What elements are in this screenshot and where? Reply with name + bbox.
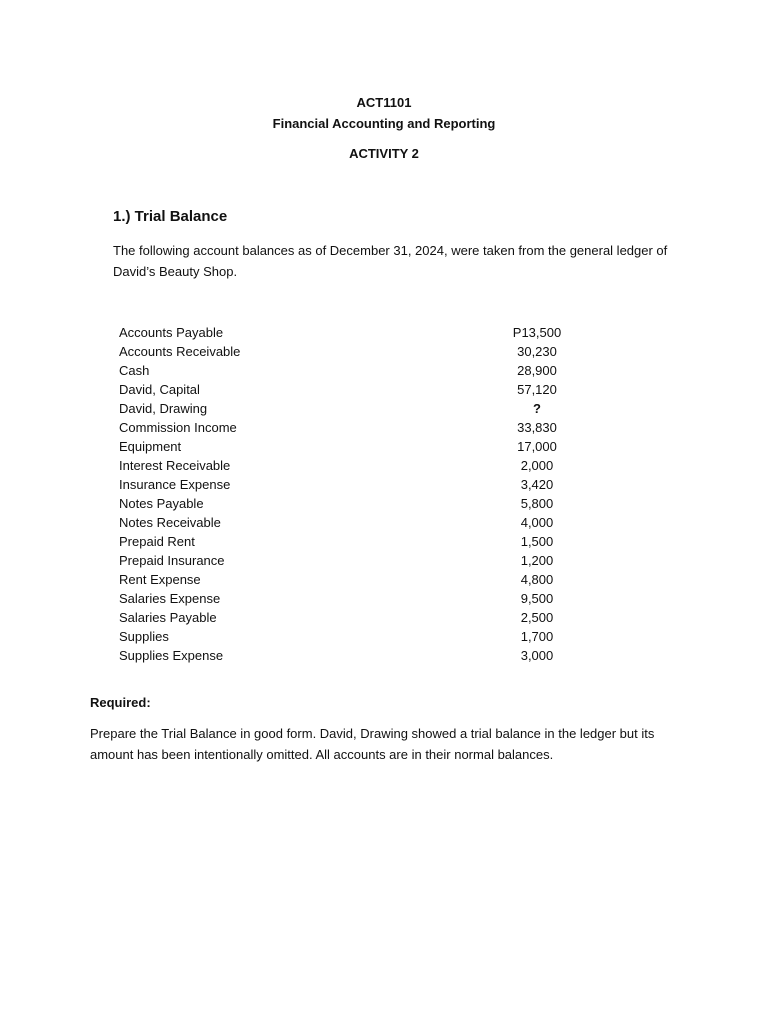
account-balances-list xyxy=(119,323,579,665)
account-name: Accounts Receivable xyxy=(119,344,241,359)
account-name: Supplies xyxy=(119,629,169,644)
account-row xyxy=(119,589,579,608)
account-row xyxy=(119,494,579,513)
intro-paragraph: The following account balances as of December 31, 2024, were taken from the general ledger of David’s Beauty Shop. xyxy=(113,243,668,279)
account-name: Notes Payable xyxy=(119,496,204,511)
activity-title: ACTIVITY 2 xyxy=(349,146,419,161)
account-row xyxy=(119,361,579,380)
account-amount: 28,900 xyxy=(517,363,557,378)
account-name: Cash xyxy=(119,363,150,378)
account-amount: 1,700 xyxy=(520,629,554,644)
account-amount: 1,500 xyxy=(520,534,554,549)
account-amount: 17,000 xyxy=(517,439,557,454)
course-code: ACT1101 xyxy=(356,95,412,110)
account-amount: ? xyxy=(533,401,541,416)
required-label: Required: xyxy=(90,695,151,710)
account-name: Rent Expense xyxy=(119,572,201,587)
account-row xyxy=(119,608,579,627)
account-amount: 2,000 xyxy=(520,458,554,473)
account-row xyxy=(119,380,579,399)
account-row xyxy=(119,437,579,456)
account-name: Insurance Expense xyxy=(119,477,231,492)
account-row xyxy=(119,513,579,532)
account-amount: 3,420 xyxy=(520,477,554,492)
account-amount: 9,500 xyxy=(520,591,554,606)
account-amount: 57,120 xyxy=(517,382,557,397)
account-name: Accounts Payable xyxy=(119,325,224,340)
account-name: Prepaid Insurance xyxy=(119,553,225,568)
account-amount: 30,230 xyxy=(517,344,557,359)
account-amount: 4,000 xyxy=(520,515,554,530)
account-row xyxy=(119,418,579,437)
account-row xyxy=(119,627,579,646)
account-row xyxy=(119,342,579,361)
account-name: Prepaid Rent xyxy=(119,534,195,549)
account-amount: P13,500 xyxy=(512,325,562,340)
section-heading: 1.) Trial Balance xyxy=(113,208,228,225)
account-row xyxy=(119,646,579,665)
account-name: Interest Receivable xyxy=(119,458,231,473)
account-row xyxy=(119,399,579,418)
account-name: David, Drawing xyxy=(119,401,208,416)
account-amount: 3,000 xyxy=(520,648,554,663)
account-row xyxy=(119,551,579,570)
account-row xyxy=(119,475,579,494)
account-name: Equipment xyxy=(119,439,182,454)
account-name: Commission Income xyxy=(119,420,237,435)
account-row xyxy=(119,323,579,342)
course-title: Financial Accounting and Reporting xyxy=(272,116,496,131)
instructions-paragraph: Prepare the Trial Balance in good form. David, Drawing showed a trial balance in the ledger but its amount has been intentionally omitted. All accounts are in their normal balances. xyxy=(90,726,655,762)
account-name: David, Capital xyxy=(119,382,200,397)
account-amount: 1,200 xyxy=(520,553,554,568)
account-name: Salaries Expense xyxy=(119,591,221,606)
account-row xyxy=(119,532,579,551)
account-row xyxy=(119,456,579,475)
account-name: Supplies Expense xyxy=(119,648,224,663)
account-row xyxy=(119,570,579,589)
account-amount: 4,800 xyxy=(520,572,554,587)
account-amount: 33,830 xyxy=(517,420,557,435)
account-amount: 2,500 xyxy=(520,610,554,625)
account-name: Notes Receivable xyxy=(119,515,221,530)
account-name: Salaries Payable xyxy=(119,610,217,625)
account-amount: 5,800 xyxy=(520,496,554,511)
